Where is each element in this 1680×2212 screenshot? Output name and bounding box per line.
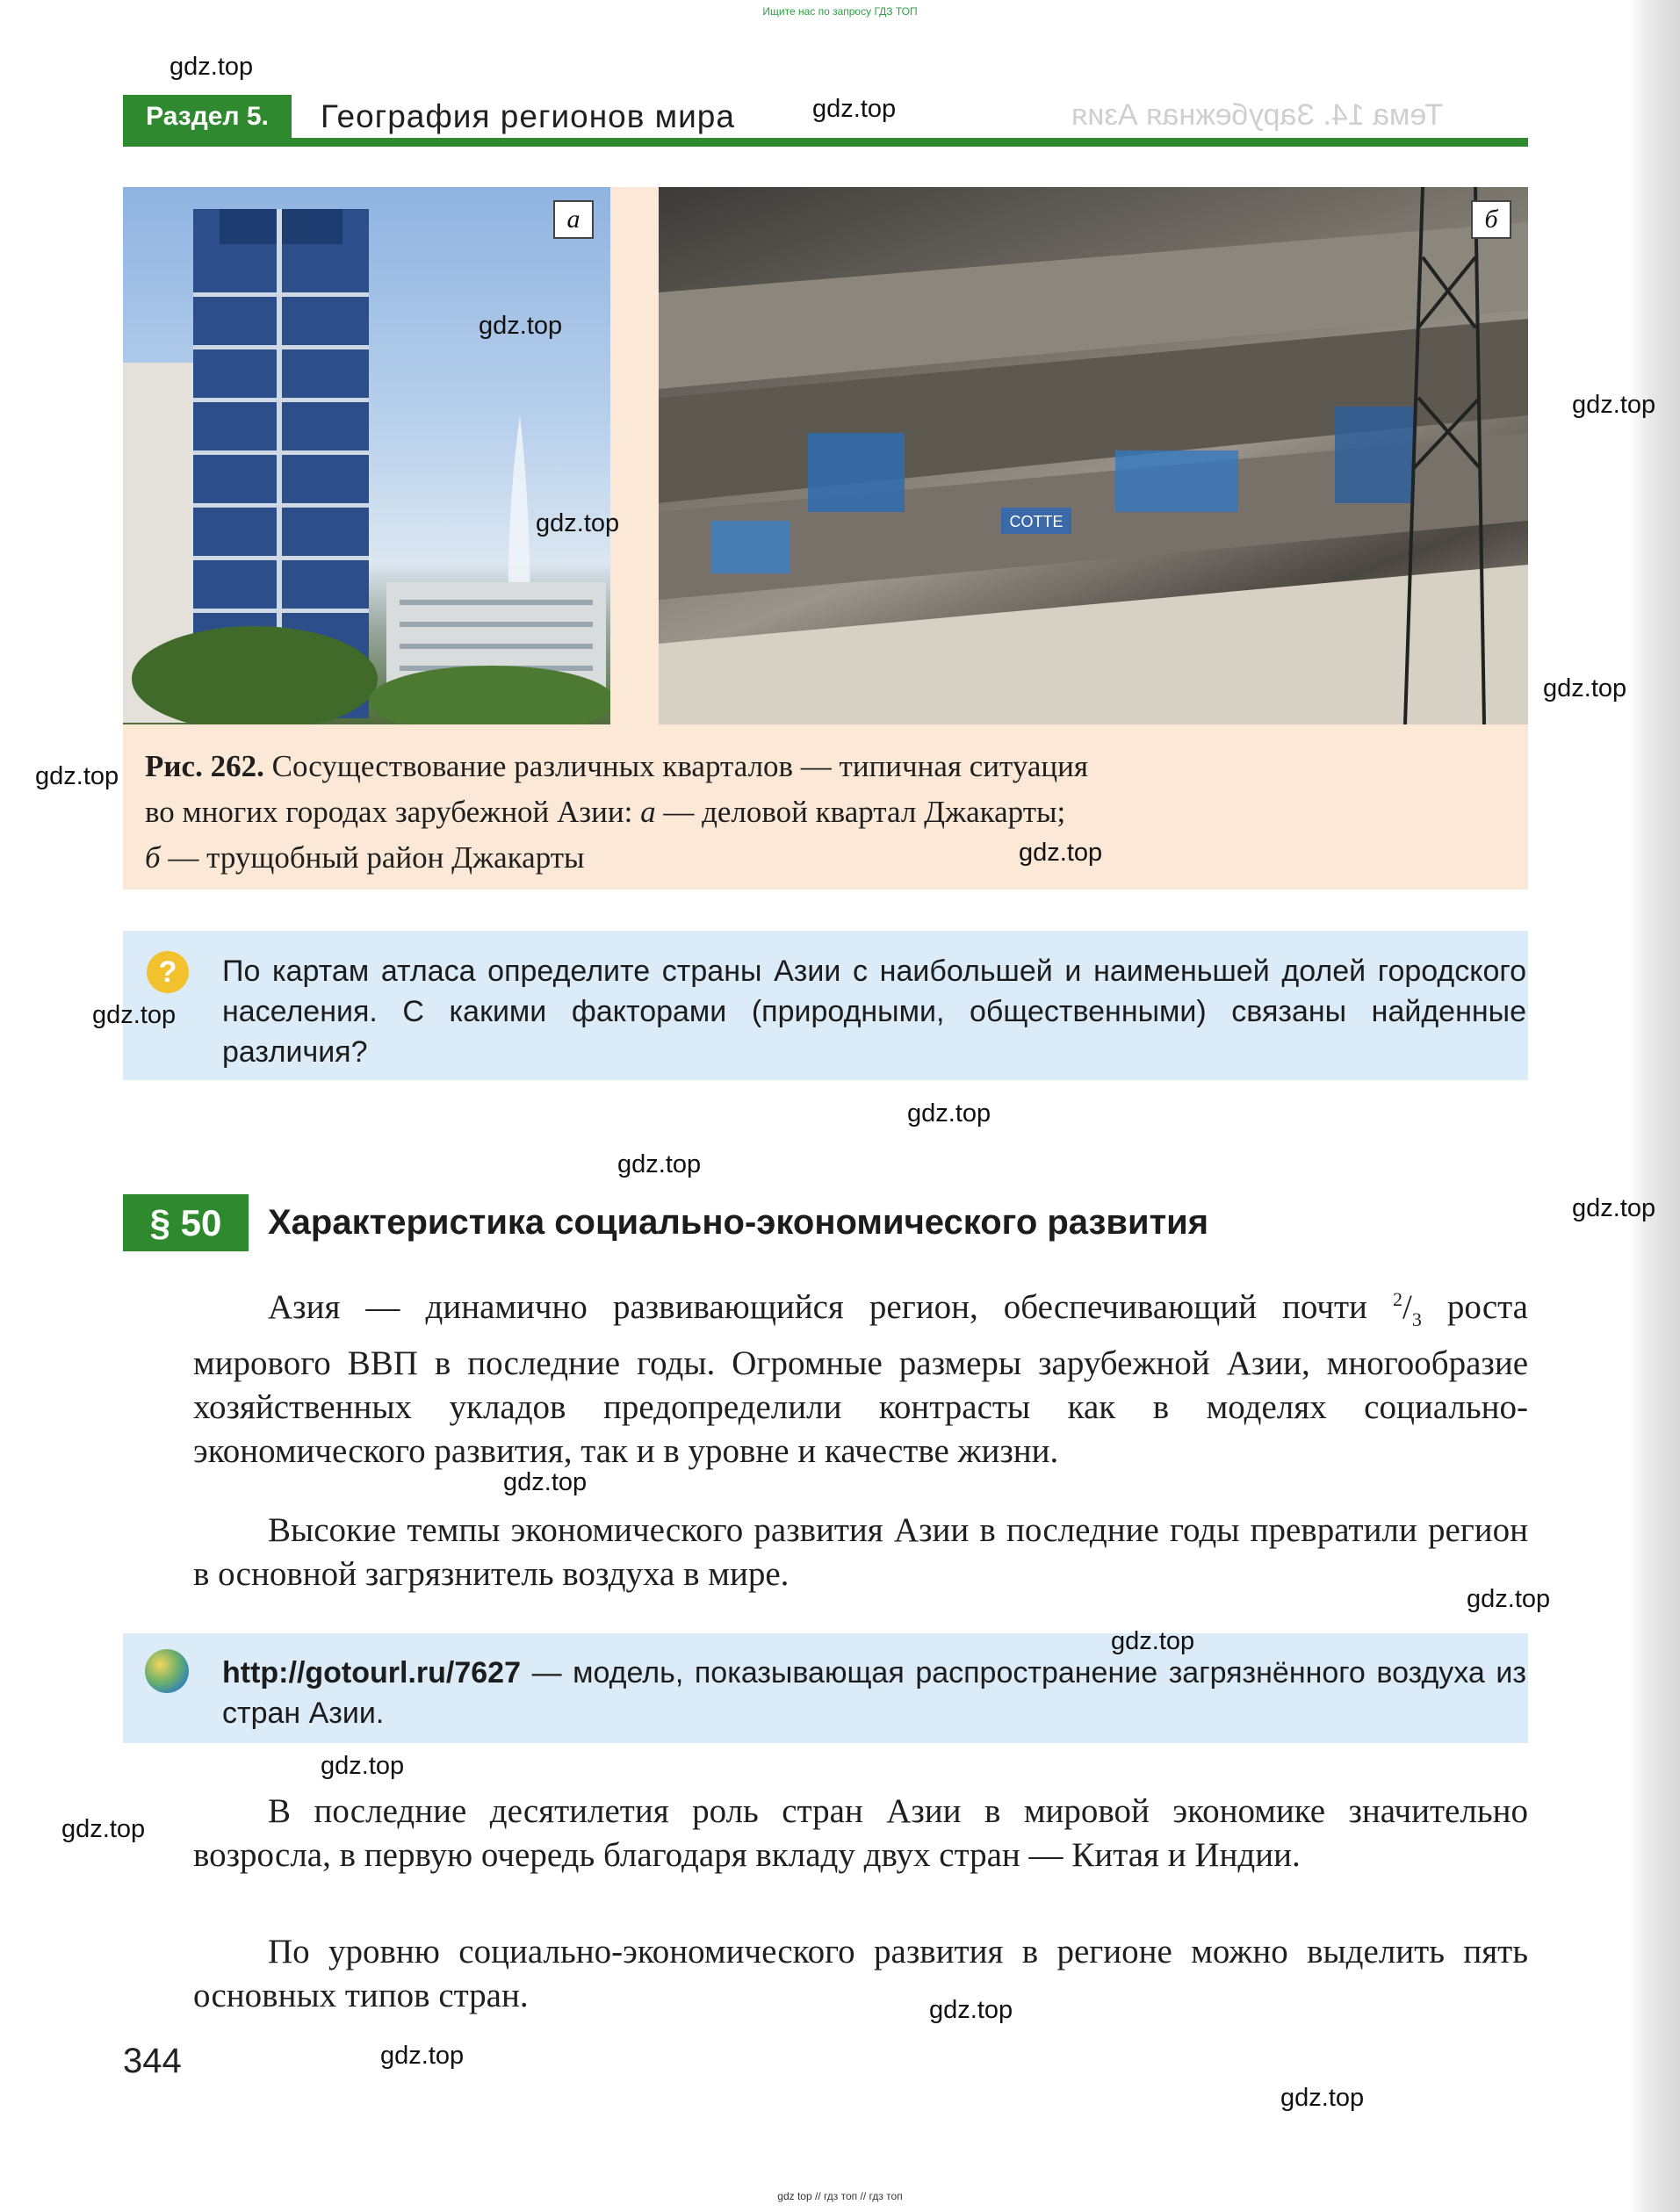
watermark: gdz.top bbox=[536, 509, 620, 537]
fraction-numerator: 2 bbox=[1392, 1288, 1402, 1310]
watermark: gdz.top bbox=[61, 1815, 146, 1843]
watermark: gdz.top bbox=[35, 762, 119, 790]
section-label: Раздел 5. bbox=[123, 95, 292, 139]
fraction-separator: / bbox=[1402, 1288, 1412, 1326]
caption-line-1: Сосуществование различных кварталов — типичная ситуация bbox=[263, 749, 1088, 783]
paragraph-2: Высокие темпы экономического развития Азии в последние годы превратили регион в основной загрязнитель воздуха в мире. bbox=[193, 1511, 1528, 1593]
paragraph-number: § 50 bbox=[123, 1194, 249, 1251]
watermark: gdz.top bbox=[929, 1996, 1013, 2024]
photo-label-a: а bbox=[553, 200, 594, 239]
link-description: — модель, показывающая распространение загрязнённого воздуха из стран Азии. bbox=[222, 1656, 1526, 1730]
paragraph-4: По уровню социально-экономического развития в регионе можно выделить пять основных типов стран. bbox=[193, 1933, 1528, 2014]
watermark: gdz.top bbox=[1019, 839, 1103, 867]
figure-caption bbox=[145, 744, 1497, 881]
paragraph-1-end: роста мирового ВВП в последние годы. Огромные размеры зарубежной Азии, многообразие хозяйственных укладов предопределили контрасты как в моделях социально-экономического развития, так и в уровне и качестве жизни. bbox=[193, 1288, 1528, 1470]
watermark: gdz.top bbox=[169, 53, 254, 81]
caption-letter-a: а bbox=[640, 795, 656, 829]
watermark: gdz.top bbox=[1111, 1627, 1195, 1655]
watermark: gdz.top bbox=[321, 1752, 405, 1780]
paragraph-title: Характеристика социально-экономического развития bbox=[268, 1203, 1209, 1242]
globe-icon bbox=[145, 1649, 189, 1693]
caption-b-text: — трущобный район Джакарты bbox=[160, 840, 585, 875]
question-icon: ? bbox=[147, 951, 189, 993]
watermark: gdz.top bbox=[503, 1468, 588, 1496]
caption-figure-number: Рис. 262. bbox=[145, 749, 264, 783]
photo-label-b: б bbox=[1471, 200, 1511, 239]
top-banner: Ищите нас по запросу ГДЗ ТОП bbox=[762, 5, 918, 18]
caption-letter-b: б bbox=[145, 840, 161, 875]
page-number: 344 bbox=[123, 2042, 182, 2080]
watermark: gdz.top bbox=[92, 1001, 177, 1029]
watermark: gdz.top bbox=[812, 95, 897, 123]
watermark: gdz.top bbox=[617, 1150, 702, 1178]
paragraph-1 bbox=[193, 1278, 1528, 1473]
header-rule bbox=[123, 138, 1528, 147]
paragraph-3: В последние десятилетия роль стран Азии в мировой экономике значительно возросла, в первую очередь благодаря вкладу двух стран — Китая и Индии. bbox=[193, 1792, 1528, 1874]
watermark: gdz.top bbox=[1280, 2084, 1365, 2112]
section-title: География регионов мира bbox=[321, 98, 735, 134]
photo-slum-district bbox=[659, 187, 1528, 724]
watermark: gdz.top bbox=[479, 312, 563, 340]
shop-sign-text: COTTE bbox=[1009, 513, 1064, 530]
watermark: gdz.top bbox=[1467, 1585, 1551, 1613]
watermark: gdz.top bbox=[1543, 674, 1627, 703]
watermark: gdz.top bbox=[380, 2042, 465, 2070]
watermark: gdz.top bbox=[907, 1099, 991, 1128]
photo-business-district bbox=[123, 187, 610, 724]
resource-link[interactable]: http://gotourl.ru/7627 bbox=[222, 1656, 521, 1690]
watermark: gdz.top bbox=[1572, 391, 1656, 419]
bleed-through-text: Тема 14. Зарубежная Азия bbox=[1071, 98, 1444, 132]
page-edge-shadow bbox=[1629, 0, 1680, 2212]
caption-line-2: во многих городах зарубежной Азии: bbox=[145, 795, 641, 829]
link-text bbox=[222, 1653, 1526, 1733]
caption-a-text: — деловой квартал Джакарты; bbox=[655, 795, 1066, 829]
paragraph-1-start: Азия — динамично развивающийся регион, обеспечивающий почти bbox=[268, 1288, 1393, 1326]
question-text: По картам атласа определите страны Азии с наибольшей и наименьшей долей городского населения. С какими факторами (природными, общественными) связаны найденные различия? bbox=[222, 955, 1526, 1069]
fraction-denominator: 3 bbox=[1411, 1308, 1422, 1330]
bottom-banner: gdz top // гдз топ // гдз топ bbox=[777, 2190, 903, 2202]
watermark: gdz.top bbox=[1572, 1194, 1656, 1222]
